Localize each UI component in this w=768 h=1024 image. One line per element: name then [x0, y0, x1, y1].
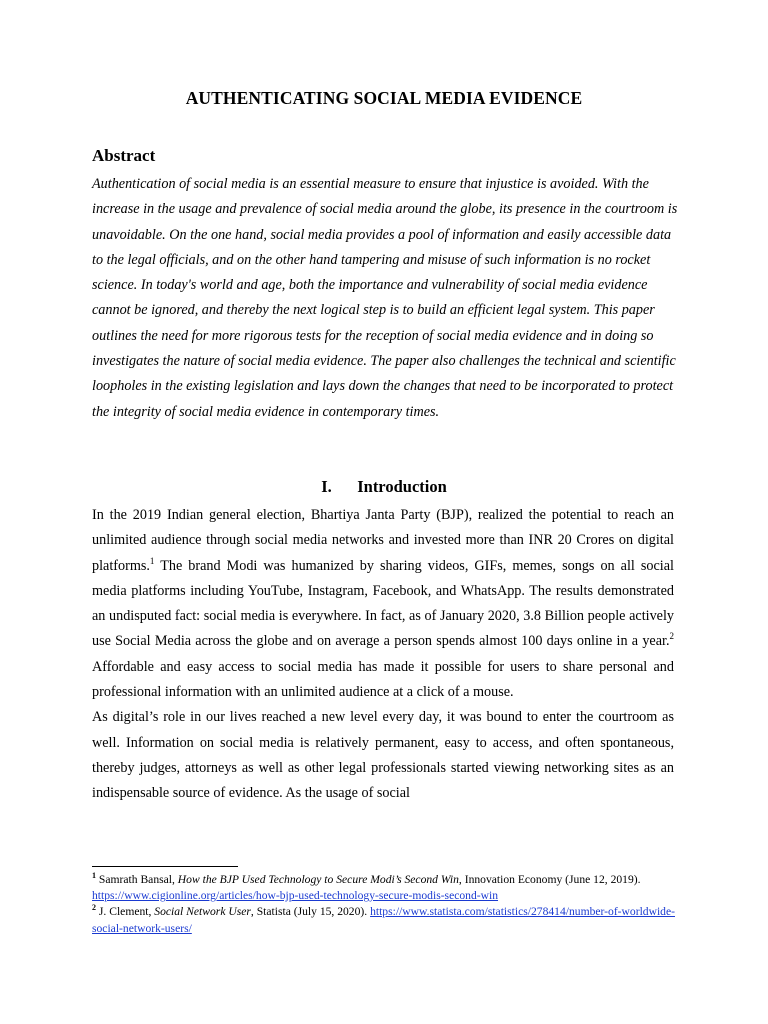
section-number: I. [321, 477, 332, 496]
footnote-work: How the BJP Used Technology to Secure Modi’s Second Win [177, 873, 459, 886]
footnote-detail: , Statista (July 15, 2020). [250, 905, 371, 919]
abstract-heading: Abstract [92, 146, 156, 165]
footnotes [92, 872, 678, 937]
footnote-separator [92, 866, 238, 867]
paragraph-text: The brand Modi was humanized by sharing videos, GIFs, memes, songs on all social media platforms including YouTube, Instagram, Facebook, and WhatsApp. The results demonstrated an undisputed fact: social media is everywhere. In fact, as of January 2020, 3.8 Billion people actively use Social Media across the globe and on average a person spends almost 100 days online in a year. [92, 557, 674, 650]
introduction-body [92, 503, 674, 807]
footnote-marker: 1 [92, 871, 96, 880]
footnote-ref[interactable]: 2 [669, 631, 674, 642]
section-title: Introduction [357, 477, 447, 496]
footnote [92, 904, 678, 936]
paragraph-text: In the 2019 Indian general election, Bhartiya Janta Party (BJP), realized the potential to reach an unlimited audience through social media networks and invested more than INR 20 Crores on digital platforms. [92, 507, 674, 574]
footnote-author: Samrath Bansal, [98, 873, 178, 886]
paragraph: As digital’s role in our lives reached a new level every day, it was bound to enter the courtroom as well. Information on social media is relatively permanent, easy to access, and often spontaneous, thereby judges, attorneys as well as other legal professionals started viewing networking sites as an indispensable source of evidence. As the usage of social [92, 709, 674, 802]
footnote [92, 872, 678, 904]
footnote-work: Social Network User [154, 905, 251, 919]
paragraph [92, 503, 674, 705]
footnote-link[interactable]: https://www.statista.com/statistics/278414/number-of-worldwide-social-network-users/ [92, 905, 675, 935]
paper-title: AUTHENTICATING SOCIAL MEDIA EVIDENCE [185, 88, 583, 108]
footnote-marker: 2 [92, 903, 96, 913]
footnote-author: J. Clement, [98, 905, 155, 919]
section-heading [92, 477, 676, 497]
paragraph-text: Affordable and easy access to social media has made it possible for users to share personal and professional information with an unlimited audience at a click of a mouse. [92, 658, 674, 701]
footnote-detail: , Innovation Economy (June 12, 2019). [458, 873, 641, 886]
footnote-ref[interactable]: 1 [149, 555, 155, 566]
footnote-link[interactable]: https://www.cigionline.org/articles/how-bjp-used-technology-secure-modis-second-win [92, 889, 499, 903]
abstract-text: Authentication of social media is an essential measure to ensure that injustice is avoided. With the increase in the usage and prevalence of social media around the globe, its presence in the courtroom is unavoidable. On the one hand, social media provides a pool of information and easily accessible data to the legal officials, and on the other hand tampering and misuse of such information is no rocket science. In today's world and age, both the importance and vulnerability of social media evidence cannot be ignored, and thereby the next logical step is to build an efficient legal system. This paper outlines the need for more rigorous tests for the reception of social media evidence and in doing so investigates the nature of social media evidence. The paper also challenges the technical and scientific loopholes in the existing legislation and lays down the changes that need to be incorporated to protect the integrity of social media evidence in contemporary times. [92, 176, 678, 420]
